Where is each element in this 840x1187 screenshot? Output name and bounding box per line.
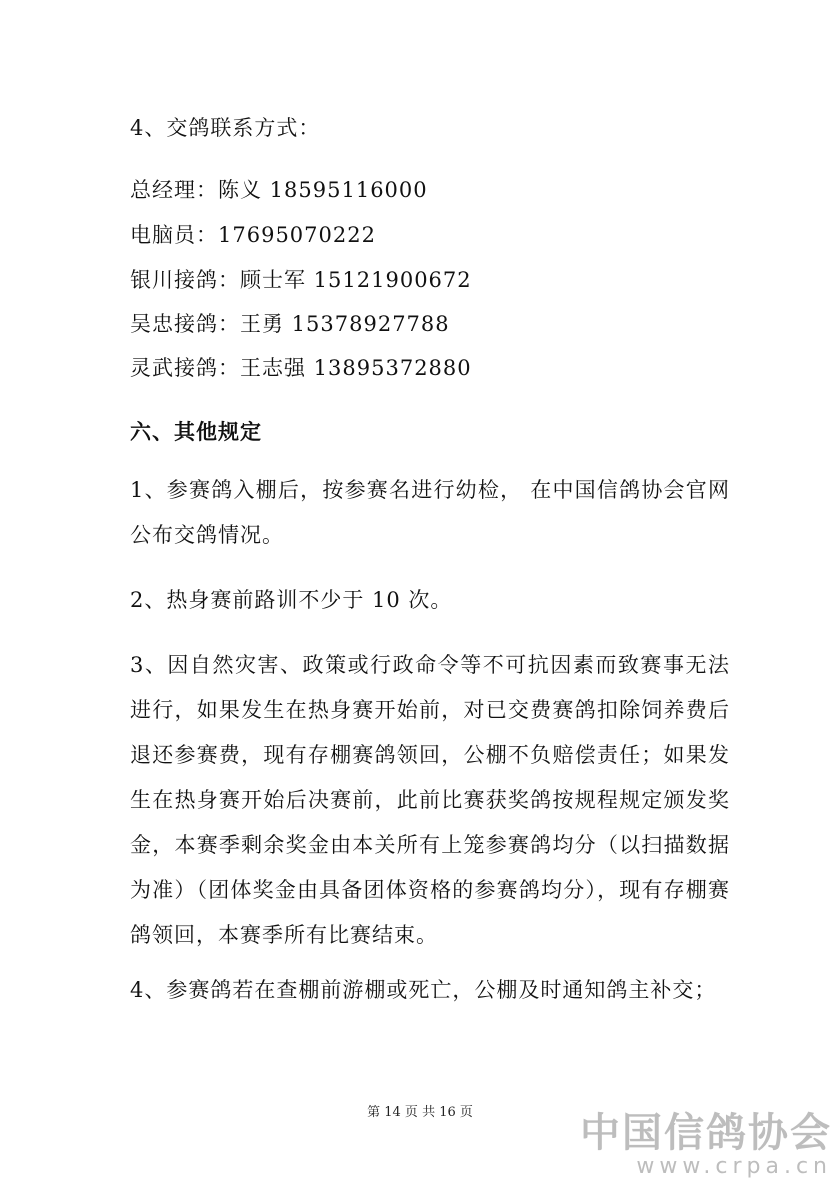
contact-line-manager: 总经理：陈义 18595116000: [130, 178, 428, 202]
contact-line-yinchuan: 银川接鸽：顾士军 15121900672: [130, 268, 472, 292]
rule-item-3: 3、因自然灾害、政策或行政命令等不可抗因素而致赛事无法进行，如果发生在热身赛开始前，对已交费赛鸽扣除饲养费后退还参赛费，现有存棚赛鸽领回，公棚不负赔偿责任；如果发生在热身赛开始后决赛前，此前比赛获奖鸽按规程规定颁发奖金，本赛季剩余奖金由本关所有上笼参赛鸽均分（以扫描数据为准）（团体奖金由具备团体资格的参赛鸽均分），现有存棚赛鸽领回，本赛季所有比赛结束。: [130, 653, 730, 947]
section-title: 六、其他规定: [130, 419, 262, 444]
rule-item-1: 1、参赛鸽入棚后，按参赛名进行幼检， 在中国信鸽协会官网公布交鸽情况。: [130, 478, 730, 547]
rule-item-4: 4、参赛鸽若在查棚前游棚或死亡，公棚及时通知鸽主补交；: [130, 978, 717, 1002]
contact-heading: 4、交鸽联系方式：: [130, 116, 321, 140]
watermark-url: www.crpa.cn: [636, 1154, 832, 1179]
watermark: [580, 1101, 832, 1179]
page-number: 第 14 页 共 16 页: [367, 1105, 473, 1120]
rule-item-2: 2、热身赛前路训不少于 10 次。: [130, 588, 453, 612]
contact-line-operator: 电脑员：17695070222: [130, 223, 376, 247]
watermark-title: 中国信鸽协会: [580, 1110, 832, 1156]
contact-line-lingwu: 灵武接鸽：王志强 13895372880: [130, 356, 472, 380]
contact-line-wuzhong: 吴忠接鸽：王勇 15378927788: [130, 312, 450, 336]
